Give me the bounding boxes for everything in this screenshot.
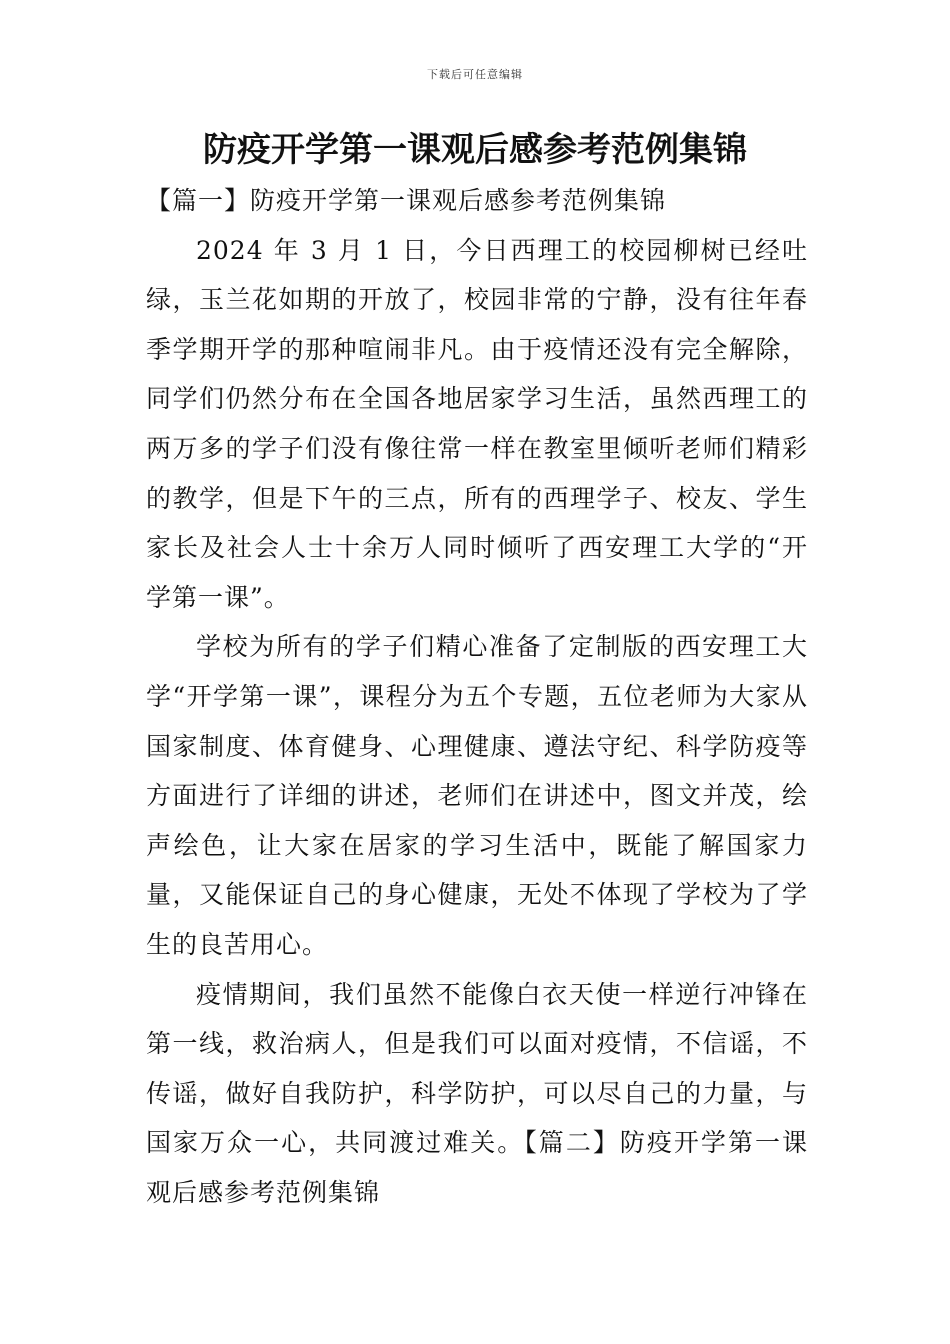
document-title: 防疫开学第一课观后感参考范例集锦 [203,130,747,170]
paragraph-2: 学校为所有的学子们精心准备了定制版的西安理工大学“开学第一课”，课程分为五个专题，五位老师为大家从国家制度、体育健身、心理健康、遵法守纪、科学防疫等方面进行了详细的讲述，老师们在讲述中，图文并茂，绘声绘色，让大家在居家的学习生活中，既能了解国家力量，又能保证自己的身心健康，无处不体现了学校为了学生的良苦用心。 [146,632,808,959]
paragraph-1: 2024 年 3 月 1 日，今日西理工的校园柳树已经吐绿，玉兰花如期的开放了，校园非常的宁静，没有往年春季学期开学的那种喧闹非凡。由于疫情还没有完全解除，同学们仍然分布在全国各地居家学习生活，虽然西理工的两万多的学子们没有像往常一样在教室里倾听老师们精彩的教学，但是下午的三点，所有的西理学子、校友、学生家长及社会人士十余万人同时倾听了西安理工大学的“开学第一课”。 [146,235,808,612]
document-body [146,176,808,1217]
paragraph-3: 疫情期间，我们虽然不能像白衣天使一样逆行冲锋在第一线，救治病人，但是我们可以面对疫情，不信谣，不传谣，做好自我防护，科学防护，可以尽自己的力量，与国家万众一心，共同渡过难关。【篇二】防疫开学第一课观后感参考范例集锦 [146,979,808,1207]
section-heading: 【篇一】防疫开学第一课观后感参考范例集锦 [146,186,667,215]
header-note: 下载后可任意编辑 [427,68,523,81]
